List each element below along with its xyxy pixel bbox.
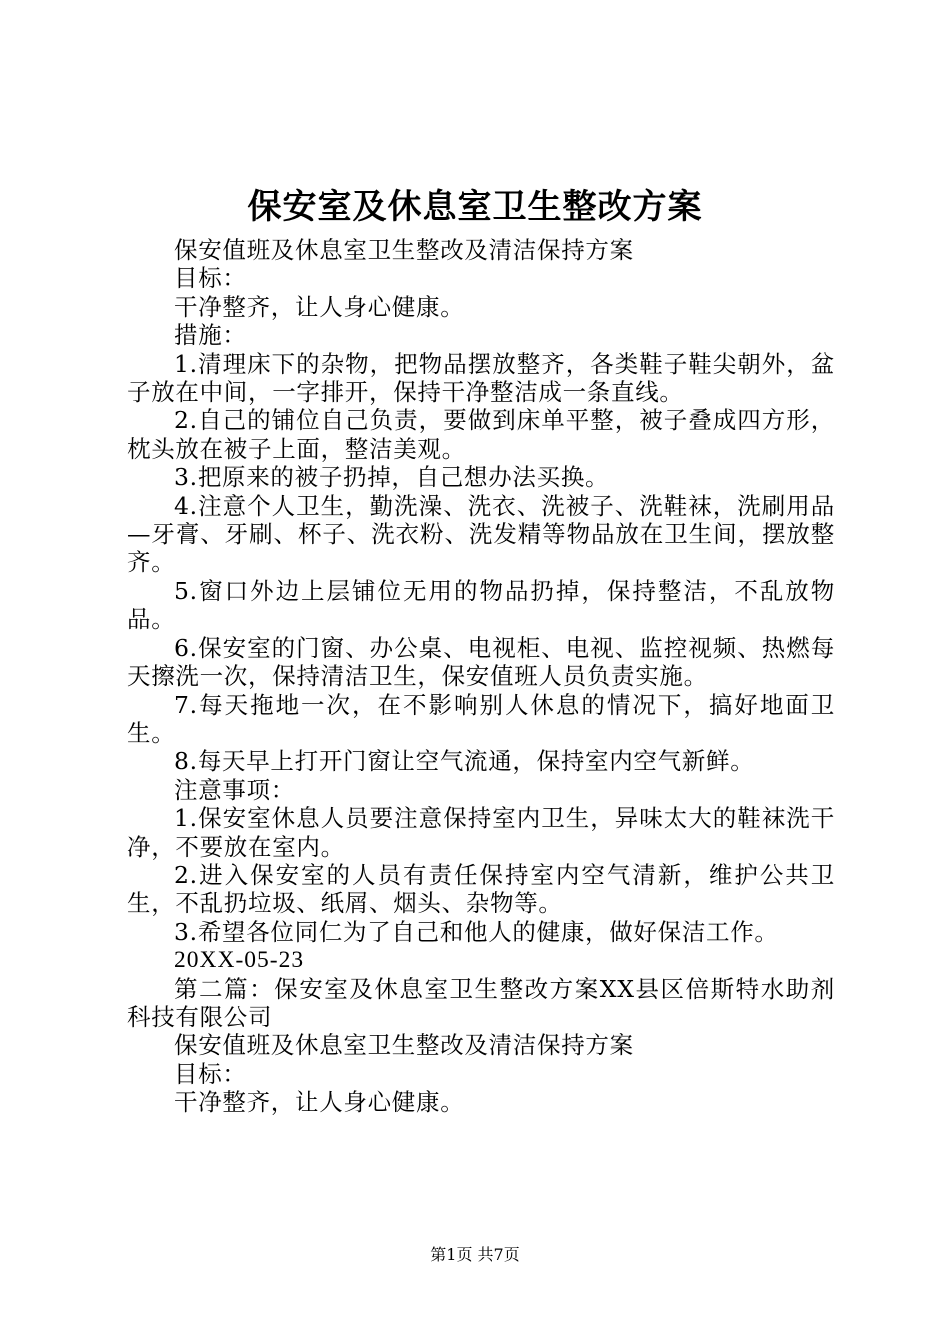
- document-body: [127, 236, 835, 1117]
- measure-item-2: 2.自己的铺位自己负责，要做到床单平整，被子叠成四方形，枕头放在被子上面，整洁美观。: [127, 406, 835, 463]
- document-date: 20XX-05-23: [174, 947, 305, 974]
- second-part-heading: 第二篇：保安室及休息室卫生整改方案XX县区倍斯特水助剂科技有限公司: [127, 974, 835, 1031]
- measure-item-3: 3.把原来的被子扔掉，自己想办法买换。: [174, 463, 610, 492]
- measure-item-7: 7.每天拖地一次，在不影响别人休息的情况下，搞好地面卫生。: [127, 690, 835, 747]
- second-subtitle-paragraph: 保安值班及休息室卫生整改及清洁保持方案: [174, 1031, 634, 1060]
- note-item-2: 2.进入保安室的人员有责任保持室内空气清新，维护公共卫生，不乱扔垃圾、纸屑、烟头、杂物等。: [127, 860, 835, 918]
- goal-heading: 目标：: [174, 264, 247, 293]
- measure-item-5: 5.窗口外边上层铺位无用的物品扔掉，保持整洁，不乱放物品。: [127, 576, 835, 634]
- page-title: 保安室及休息室卫生整改方案: [247, 187, 703, 227]
- measure-item-1: 1.清理床下的杂物，把物品摆放整齐，各类鞋子鞋尖朝外，盆子放在中间，一字排开，保持干净整洁成一条直线。: [127, 349, 835, 407]
- measure-item-8: 8.每天早上打开门窗让空气流通，保持室内空气新鲜。: [174, 747, 755, 776]
- measures-heading: 措施：: [174, 321, 247, 350]
- page-footer: 第1页 共7页: [430, 1245, 520, 1264]
- goal-text: 干净整齐，让人身心健康。: [174, 292, 465, 321]
- subtitle-paragraph: 保安值班及休息室卫生整改及清洁保持方案: [174, 236, 634, 264]
- second-goal-text: 干净整齐，让人身心健康。: [174, 1088, 465, 1117]
- measure-item-6: 6.保安室的门窗、办公桌、电视柜、电视、监控视频、热燃每天擦洗一次，保持清洁卫生，保安值班人员负责实施。: [127, 633, 835, 691]
- notes-heading: 注意事项：: [174, 775, 295, 804]
- note-item-3: 3.希望各位同仁为了自己和他人的健康，做好保洁工作。: [174, 917, 779, 946]
- note-item-1: 1.保安室休息人员要注意保持室内卫生，异味太大的鞋袜洗干净，不要放在室内。: [127, 804, 835, 861]
- second-goal-heading: 目标：: [174, 1059, 247, 1088]
- measure-item-4: 4.注意个人卫生，勤洗澡、洗衣、洗被子、洗鞋袜，洗刷用品—牙膏、牙刷、杯子、洗衣粉、洗发精等物品放在卫生间，摆放整齐。: [127, 491, 835, 577]
